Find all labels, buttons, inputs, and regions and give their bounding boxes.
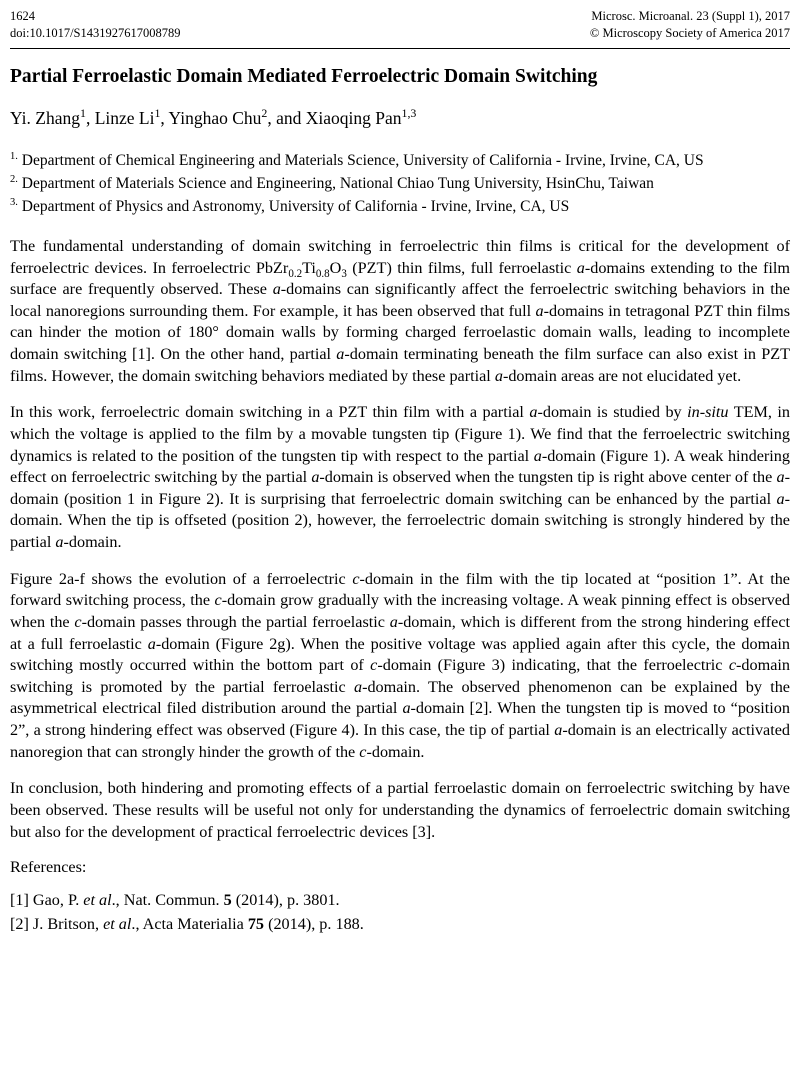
author-sep-3: , and — [267, 108, 306, 129]
text-run: In this work, ferroelectric domain switching in a PZT thin film with a partial — [10, 403, 530, 422]
journal-citation: Microsc. Microanal. 23 (Suppl 1), 2017 — [591, 9, 790, 23]
text-run: -domain is observed when the tungsten tip is right above center of the — [319, 468, 777, 487]
page-title: Partial Ferroelastic Domain Mediated Ferroelectric Domain Switching — [10, 65, 598, 87]
italic-c: c — [370, 656, 378, 675]
text-run: -domain (Figure 2g). When the positive voltage was applied again after this cycle, the domain switching mostly occurred within the bottom part of — [10, 634, 790, 675]
affiliation-text: Department of Chemical Engineering and Materials Science, University of California - Irvine, Irvine, CA, US — [21, 151, 704, 169]
author-list — [10, 107, 790, 130]
italic-a: a — [533, 446, 542, 465]
text-run: -domain [2]. When the tungsten tip is moved to “position 2”, a strong hindering effect was observed (Figure 4). In this case, the tip of partial — [10, 699, 790, 739]
italic-a: a — [576, 258, 585, 277]
italic-a: a — [55, 533, 64, 551]
header-rule — [10, 48, 790, 49]
italic-a: a — [147, 634, 156, 653]
reference-item — [10, 914, 790, 936]
subscript: 3 — [341, 267, 347, 280]
italic-etal: et al — [103, 914, 132, 933]
subscript: 0.8 — [315, 267, 330, 280]
affiliation-text: Department of Physics and Astronomy, University of California - Irvine, Irvine, CA, US — [21, 197, 570, 215]
text-run: TEM, in which the voltage is applied to the film by a movable tungsten tip (Figure 1). We find that the ferroelectric switching dynamics is related to the position of the tungsten tip with respect to the partial — [10, 403, 790, 465]
italic-insitu: in-situ — [687, 403, 729, 422]
text-run: -domains can significantly affect the ferroelectric switching behaviors in the local nanoregions surrounding them. For example, it has been observed that full — [10, 280, 790, 320]
italic-a: a — [336, 345, 345, 363]
author-sep-1: , — [85, 108, 95, 129]
affiliation-marker: 2. — [10, 173, 18, 185]
italic-a: a — [389, 612, 398, 631]
author-2-affil-marker: 1 — [154, 106, 161, 121]
author-3-affil-marker: 2 — [261, 106, 268, 121]
author-4-name: Xiaoqing Pan — [305, 108, 402, 129]
page-number: 1624 — [10, 9, 35, 23]
text-run: O — [329, 258, 342, 277]
author-3-name: Yinghao Chu — [168, 108, 262, 129]
copyright-line: © Microscopy Society of America 2017 — [589, 25, 790, 40]
article-body — [10, 236, 790, 936]
text-run: [1] Gao, P. — [10, 891, 84, 910]
text-run: The fundamental understanding of domain switching in ferroelectric thin films is critical for the development of ferroelectric devices. In ferroelectric PbZr — [10, 236, 790, 277]
reference-item — [10, 890, 790, 912]
text-run: -domain is an electrically activated nanoregion that can strongly hinder the growth of the — [10, 721, 790, 761]
text-run: -domain passes through the partial ferroelastic — [81, 612, 390, 631]
paragraph-2 — [10, 402, 790, 553]
affiliation-marker: 3. — [10, 196, 18, 208]
running-head-left — [10, 8, 181, 42]
text-run: ., Nat. Commun. — [111, 891, 224, 910]
text-run: Ti — [302, 258, 316, 277]
italic-c: c — [728, 656, 737, 675]
paragraph-3 — [10, 569, 790, 764]
paragraph-1 — [10, 236, 790, 387]
text-run: (2014), p. 188. — [264, 914, 364, 933]
references-heading: References: — [10, 858, 87, 877]
italic-a: a — [535, 301, 544, 320]
running-head — [10, 8, 790, 42]
affiliation-text: Department of Materials Science and Engineering, National Chiao Tung University, HsinChu, Taiwan — [21, 174, 654, 192]
affiliation-list — [10, 150, 790, 218]
author-1-affil-marker: 1 — [80, 106, 86, 121]
text-run: -domain. The observed phenomenon can be explained by the asymmetrical electrical filed distribution around the partial — [10, 677, 790, 718]
text-run: -domain. When the tip is offseted (position 2), however, the ferroelectric domain switching is strongly hindered by the partial — [10, 489, 790, 551]
affiliation-item — [10, 150, 790, 172]
italic-c: c — [352, 569, 360, 588]
author-sep-2: , — [160, 108, 169, 129]
doi: doi:10.1017/S1431927617008789 — [10, 25, 181, 40]
text-run: -domain, which is different from the strong hindering effect at a full ferroelastic — [10, 612, 790, 653]
italic-etal: et al — [83, 891, 112, 910]
italic-a: a — [272, 280, 281, 299]
text-run: -domains extending to the film surface are frequently observed. These — [10, 258, 790, 299]
text-run: -domain in the film with the tip located at “position 1”. At the forward switching process, the — [10, 569, 790, 610]
text-run: ., Acta Materialia — [131, 914, 248, 933]
text-run: (2014), p. 3801. — [231, 891, 340, 910]
italic-a: a — [402, 699, 411, 718]
affiliation-item — [10, 196, 790, 218]
running-head-right — [590, 8, 790, 42]
italic-a: a — [554, 721, 563, 739]
italic-c: c — [214, 591, 222, 610]
text-run: -domain (Figure 1). A weak hindering effect on ferroelectric switching by the partial — [10, 446, 790, 487]
volume-number: 75 — [247, 914, 265, 933]
text-run: -domain (Figure 3) indicating, that the ferroelectric — [377, 656, 729, 675]
text-run: -domains in tetragonal PZT thin films can hinder the motion of 180° domain walls by forming charged ferroelastic domain walls, leading to incomplete domain switching [1]. On the other hand, partial — [10, 301, 790, 363]
italic-c: c — [359, 742, 367, 761]
text-run: (PZT) thin films, full ferroelastic — [346, 258, 577, 277]
affiliation-marker: 1. — [10, 150, 18, 162]
italic-a: a — [776, 468, 785, 487]
author-2-name: Linze Li — [94, 108, 155, 129]
text-run: -domain. — [63, 533, 122, 551]
text-run: Figure 2a-f shows the evolution of a ferroelectric — [10, 569, 353, 588]
author-1-name: Yi. Zhang — [10, 108, 80, 129]
text-run: -domain (position 1 in Figure 2). It is surprising that ferroelectric domain switching can be enhanced by the partial — [10, 468, 790, 508]
paragraph-4: In conclusion, both hindering and promoting effects of a partial ferroelastic domain on ferroelectric switching by have been observed. These results will be useful not only for understanding the dynamics of ferroelectric domain switching but also for the development of practical ferroelectric devices [3]. — [10, 779, 790, 841]
text-run: -domain terminating beneath the film surface can also exist in PZT films. However, the domain switching behaviors mediated by these partial — [10, 345, 790, 385]
italic-a: a — [776, 489, 785, 508]
text-run: -domain. — [366, 742, 425, 761]
affiliation-item — [10, 173, 790, 195]
text-run: -domain is studied by — [537, 403, 688, 422]
text-run: -domain grow gradually with the increasing voltage. A weak pinning effect is observed when the — [10, 591, 790, 631]
text-run: -domain areas are not elucidated yet. — [502, 366, 742, 385]
author-4-affil-marker: 1,3 — [401, 106, 417, 121]
italic-a: a — [529, 403, 538, 422]
text-run: [2] J. Britson, — [10, 914, 104, 933]
italic-c: c — [74, 612, 82, 631]
text-run: -domain switching is promoted by the partial ferroelastic — [10, 656, 790, 696]
italic-a: a — [353, 677, 363, 696]
subscript: 0.2 — [288, 267, 303, 280]
volume-number: 5 — [223, 891, 232, 910]
italic-a: a — [311, 468, 320, 487]
italic-a: a — [494, 366, 503, 385]
